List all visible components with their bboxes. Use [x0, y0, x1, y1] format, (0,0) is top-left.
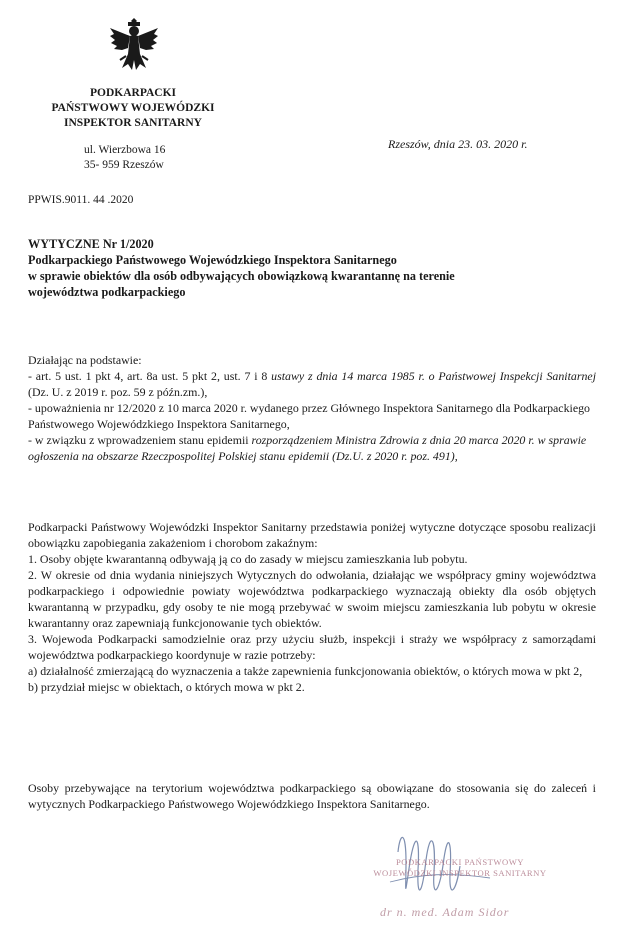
stamp-line: WOJEWÓDZKI INSPEKTOR SANITARNY — [373, 868, 547, 878]
address-street: ul. Wierzbowa 16 — [84, 144, 166, 156]
issuer-address — [84, 143, 165, 173]
issuer-name — [28, 86, 238, 131]
place-and-date: Rzeszów, dnia 23. 03. 2020 r. — [388, 137, 528, 151]
basis-item-act — [28, 368, 596, 400]
reference-number: PPWIS.9011. 44 .2020 — [28, 194, 134, 206]
basis-item-act-journal: (Dz. U. z 2019 r. poz. 59 z późn.zm.), — [28, 385, 208, 399]
guideline-point-3b: b) przydział miejsc w obiektach, o których mowa w pkt 2. — [28, 680, 305, 694]
stamp-signatory-name: dr n. med. Adam Sidor — [380, 905, 510, 919]
title-line: Podkarpackiego Państwowego Wojewódzkiego Inspektora Sanitarnego — [28, 253, 397, 267]
address-city: 35- 959 Rzeszów — [84, 159, 164, 171]
closing-paragraph: Osoby przebywające na terytorium województwa podkarpackiego są obowiązane do stosowania się do zaleceń i wytycznych Podkarpackiego Państwowego Wojewódzkiego Inspektora Sanitarnego. — [28, 781, 596, 811]
issuer-line: PODKARPACKI — [89, 87, 177, 99]
guideline-point-2: 2. W okresie od dnia wydania niniejszych Wytycznych do odwołania, działając we współpracy gminy województwa podkarpackiego i odpowiednie powiaty województwa podkarpackiego wyznaczają obiekty dla osób objętych kwarantanną w przypadku, gdy osoby te nie mogą przebywać w swoim miejscu zamieszkania lub pobytu w okresie kwarantanny oraz zapewniają funkcjonowanie tych obiektów. — [28, 568, 596, 630]
guideline-point-1: 1. Osoby objęte kwarantanną odbywają ją co do zasady w miejscu zamieszkania lub pobytu. — [28, 552, 468, 566]
guidelines-content — [28, 519, 596, 695]
title-line: województwa podkarpackiego — [28, 285, 186, 299]
basis-intro: Działając na podstawie: — [28, 353, 142, 367]
basis-item-authorization: - upoważnienia nr 12/2020 z 10 marca 2020 r. wydanego przez Głównego Inspektora Sanitarnego dla Podkarpackiego Państwowego Wojewódzkiego Inspektora Sanitarnego, — [28, 401, 590, 431]
basis-item-act-title: ustawy z dnia 14 marca 1985 r. o Państwowej Inspekcji Sanitarnej — [271, 369, 597, 383]
issuer-line: INSPEKTOR SANITARNY — [64, 117, 202, 129]
title-line: WYTYCZNE Nr 1/2020 — [28, 237, 154, 251]
title-line: w sprawie obiektów dla osób odbywających obowiązkową kwarantannę na terenie — [28, 269, 455, 283]
basis-item-epidemic-regulation: rozporządzeniem Ministra Zdrowia z dnia 20 marca 2020 r. w sprawie ogłoszenia na obszarze Rzeczpospolitej Polskiej stanu epidemii (Dz.U. z 2020 r. poz. 491), — [28, 433, 587, 463]
eagle-emblem-icon — [108, 14, 160, 74]
content-intro: Podkarpacki Państwowy Wojewódzki Inspektor Sanitarny przedstawia poniżej wytyczne dotyczące sposobu realizacji obowiązku zapobiegania zakażeniom i chorobom zakaźnym: — [28, 520, 596, 550]
stamp-line: PODKARPACKI PAŃSTWOWY — [395, 857, 525, 867]
basis-item-act-ref: - art. 5 ust. 1 pkt 4, art. 8a ust. 5 pkt 2, ust. 7 i 8 — [28, 369, 272, 383]
guideline-point-3: 3. Wojewoda Podkarpacki samodzielnie oraz przy użyciu służb, inspekcji i straży we współpracy z samorządami województwa podkarpackiego koordynuje w razie potrzeby: — [28, 632, 596, 662]
guideline-point-3a: a) działalność zmierzającą do wyznaczenia a także zapewnienia funkcjonowania obiektów, o których mowa w pkt 2, — [28, 664, 583, 678]
legal-basis — [28, 352, 596, 464]
document-title — [28, 236, 596, 300]
basis-item-epidemic — [28, 432, 596, 464]
issuer-line: PAŃSTWOWY WOJEWÓDZKI — [51, 102, 215, 114]
official-stamp — [370, 857, 550, 879]
basis-item-epidemic-intro: - w związku z wprowadzeniem stanu epidemii — [28, 433, 252, 447]
